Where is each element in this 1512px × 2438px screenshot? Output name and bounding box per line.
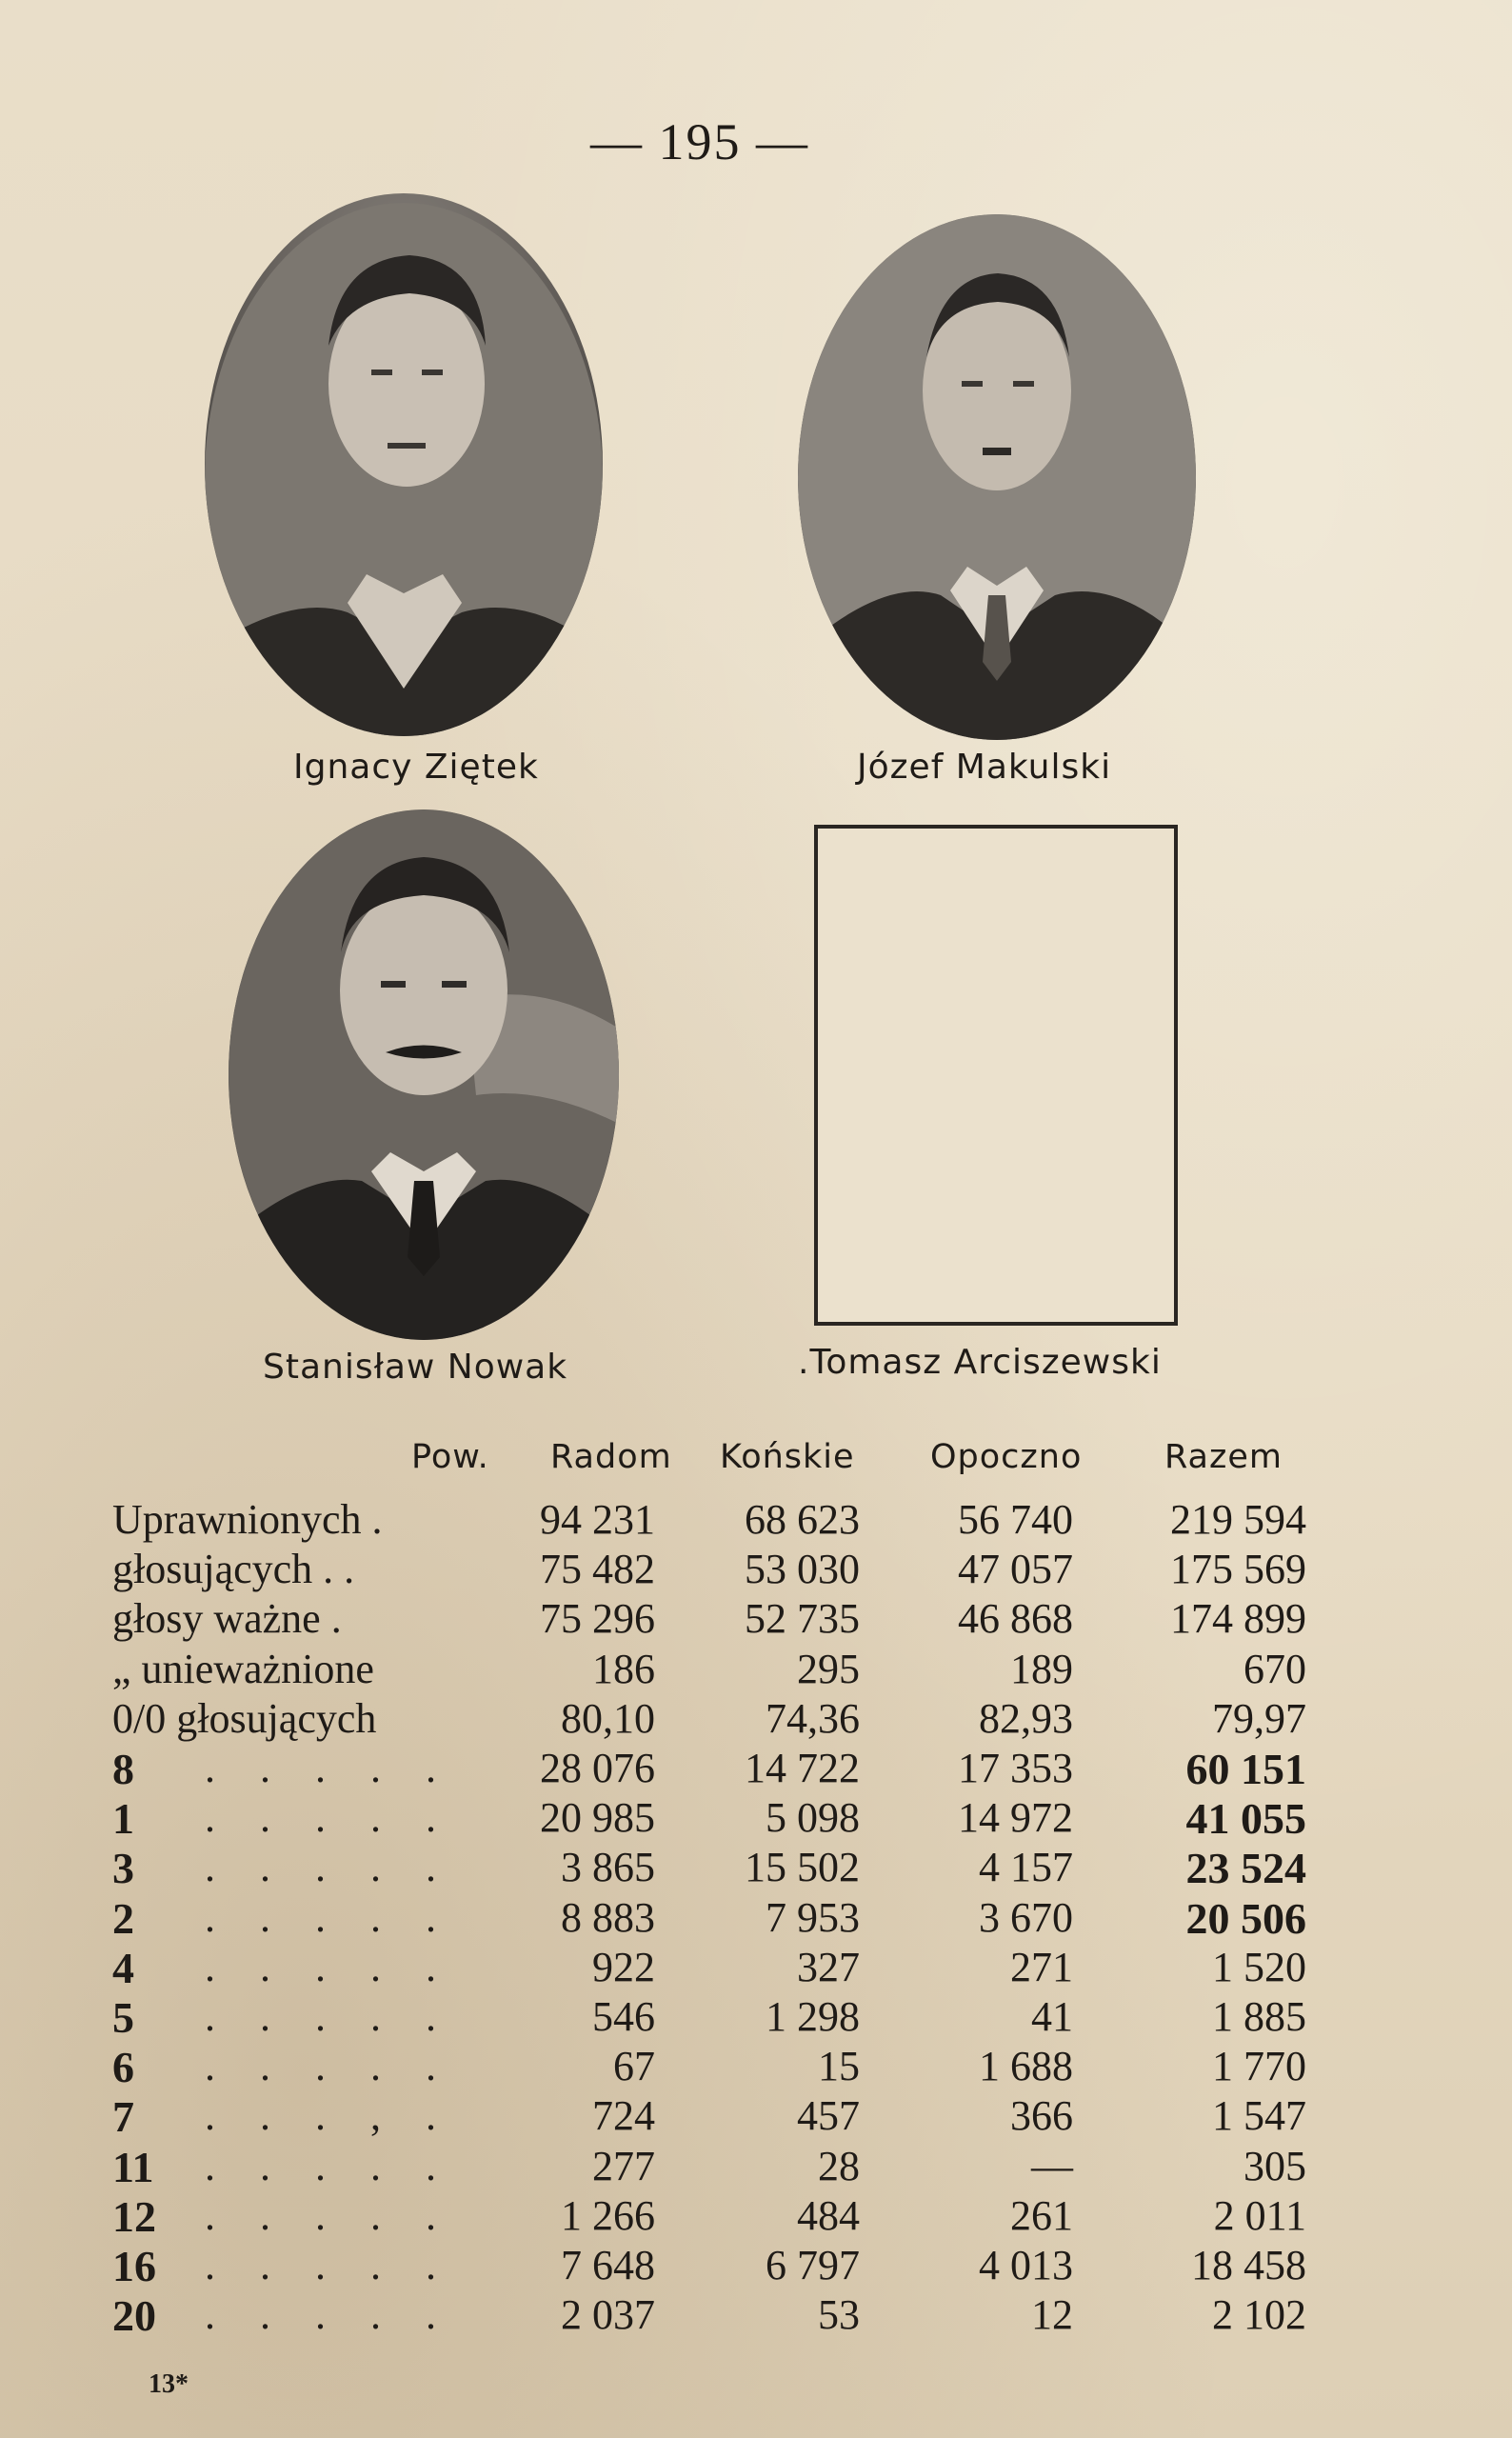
man-portrait-photo: [798, 214, 1196, 740]
row-label: 4: [112, 1943, 134, 1992]
table-row: [0, 1545, 1512, 1594]
portrait-caption: .Tomasz Arciszewski: [798, 1343, 1162, 1382]
page-number: — 195 —: [590, 113, 809, 170]
row-label: 12: [112, 2191, 156, 2241]
table-cell: 277: [592, 2142, 655, 2189]
portrait-caption: Ignacy Ziętek: [293, 748, 539, 787]
table-cell: 41 055: [1185, 1794, 1306, 1844]
table-cell: 1 298: [766, 1993, 860, 2040]
table-cell: 14 972: [958, 1794, 1073, 1842]
table-cell: 484: [797, 2191, 860, 2239]
row-label: 20: [112, 2291, 156, 2341]
table-cell: —: [1031, 2142, 1073, 2189]
table-row: [0, 1943, 1512, 1992]
table-cell: 75 296: [540, 1595, 655, 1643]
row-label: 11: [112, 2142, 154, 2191]
row-label: 6: [112, 2043, 134, 2092]
table-cell: 174 899: [1170, 1595, 1306, 1643]
row-label: „ unieważnione: [112, 1645, 374, 1692]
table-cell: 20 506: [1185, 1893, 1306, 1943]
table-cell: 295: [797, 1645, 860, 1692]
table-cell: 1 770: [1212, 2043, 1306, 2090]
table-cell: 546: [592, 1993, 655, 2040]
leader-dots: . . . . .: [205, 2043, 453, 2090]
table-row: [0, 1893, 1512, 1943]
table-cell: 14 722: [745, 1745, 860, 1791]
table-cell: 457: [797, 2092, 860, 2140]
leader-dots: . . . . .: [205, 1844, 453, 1891]
table-row: [0, 1793, 1512, 1843]
table-header-radom: Radom: [550, 1438, 672, 1476]
table-cell: 189: [1010, 1645, 1073, 1692]
table-cell: 41: [1031, 1993, 1073, 2040]
leader-dots: . . . . .: [205, 2142, 453, 2189]
table-cell: 305: [1243, 2142, 1306, 2189]
table-row: [0, 1645, 1512, 1694]
row-label: 0/0 głosujących: [112, 1694, 377, 1742]
table-cell: 670: [1243, 1645, 1306, 1692]
table-row: [0, 2142, 1512, 2191]
table-row: [0, 1694, 1512, 1744]
table-header-pow: Pow.: [411, 1438, 489, 1476]
table-row: [0, 1992, 1512, 2042]
portrait-ignacy-zietek: [205, 193, 603, 736]
table-cell: 1 547: [1212, 2092, 1306, 2140]
table-cell: 12: [1031, 2291, 1073, 2339]
row-label: Uprawnionych .: [112, 1496, 383, 1543]
table-cell: 28: [818, 2142, 860, 2189]
table-cell: 46 868: [958, 1595, 1073, 1643]
table-cell: 75 482: [540, 1546, 655, 1593]
table-cell: 18 458: [1191, 2242, 1306, 2288]
table-cell: 47 057: [958, 1546, 1073, 1593]
leader-dots: . . . . .: [205, 1993, 453, 2040]
leader-dots: . . . . .: [205, 1943, 453, 1990]
table-cell: 1 688: [979, 2043, 1073, 2090]
table-cell: 23 524: [1185, 1844, 1306, 1893]
row-label: 3: [112, 1844, 134, 1893]
table-cell: 724: [592, 2092, 655, 2140]
table-cell: 327: [797, 1943, 860, 1990]
table-cell: 20 985: [540, 1794, 655, 1842]
table-cell: 15 502: [745, 1844, 860, 1891]
row-label: głosujących . .: [112, 1546, 355, 1593]
table-cell: 74,36: [766, 1694, 860, 1742]
row-label: 5: [112, 1993, 134, 2042]
table-cell: 2 011: [1213, 2191, 1306, 2239]
portrait-jozef-makulski: [798, 214, 1196, 740]
row-label: 1: [112, 1794, 134, 1844]
table-row: [0, 2241, 1512, 2290]
signature-mark: 13*: [149, 2369, 189, 2399]
table-cell: 366: [1010, 2092, 1073, 2140]
leader-dots: . . . , .: [205, 2092, 453, 2140]
leader-dots: . . . . .: [205, 1745, 453, 1791]
table-cell: 60 151: [1185, 1745, 1306, 1793]
table-cell: 186: [592, 1645, 655, 1692]
leader-dots: . . . . .: [205, 2291, 453, 2339]
man-portrait-photo: [205, 193, 603, 736]
table-cell: 82,93: [979, 1694, 1073, 1742]
table-cell: 79,97: [1212, 1694, 1306, 1742]
table-row: [0, 2290, 1512, 2340]
table-row: [0, 1495, 1512, 1545]
leader-dots: . . . . .: [205, 1893, 453, 1941]
portrait-caption: Józef Makulski: [857, 748, 1112, 787]
table-cell: 52 735: [745, 1595, 860, 1643]
table-cell: 219 594: [1170, 1496, 1306, 1543]
table-cell: 53 030: [745, 1546, 860, 1593]
row-label: 2: [112, 1893, 134, 1943]
table-cell: 17 353: [958, 1745, 1073, 1791]
table-cell: 6 797: [766, 2242, 860, 2288]
table-cell: 67: [613, 2043, 655, 2090]
table-cell: 7 953: [766, 1893, 860, 1941]
table-cell: 271: [1010, 1943, 1073, 1990]
table-cell: 922: [592, 1943, 655, 1990]
table-cell: 261: [1010, 2191, 1073, 2239]
table-row: [0, 2091, 1512, 2141]
table-row: [0, 2191, 1512, 2241]
table-cell: 2 102: [1212, 2291, 1306, 2339]
row-label: 16: [112, 2242, 156, 2290]
row-label: głosy ważne .: [112, 1595, 342, 1643]
table-cell: 28 076: [540, 1745, 655, 1791]
empty-portrait-frame: [814, 825, 1178, 1326]
row-label: 7: [112, 2092, 134, 2142]
table-cell: 2 037: [561, 2291, 655, 2339]
table-header-razem: Razem: [1164, 1438, 1283, 1476]
table-cell: 175 569: [1170, 1546, 1306, 1593]
table-cell: 5 098: [766, 1794, 860, 1842]
table-cell: 56 740: [958, 1496, 1073, 1543]
table-cell: 94 231: [540, 1496, 655, 1543]
portrait-caption: Stanisław Nowak: [263, 1348, 568, 1387]
table-cell: 4 157: [979, 1844, 1073, 1891]
table-cell: 4 013: [979, 2242, 1073, 2288]
table-header-opoczno: Opoczno: [930, 1438, 1083, 1476]
leader-dots: . . . . .: [205, 2242, 453, 2288]
table-cell: 3 865: [561, 1844, 655, 1891]
table-cell: 1 520: [1212, 1943, 1306, 1990]
table-cell: 15: [818, 2043, 860, 2090]
leader-dots: . . . . .: [205, 1794, 453, 1842]
table-cell: 8 883: [561, 1893, 655, 1941]
table-row: [0, 1843, 1512, 1892]
table-cell: 1 266: [561, 2191, 655, 2239]
table-cell: 7 648: [561, 2242, 655, 2288]
table-row: [0, 1594, 1512, 1644]
row-label: 8: [112, 1745, 134, 1793]
table-cell: 3 670: [979, 1893, 1073, 1941]
table-header-konskie: Końskie: [720, 1438, 855, 1476]
table-cell: 53: [818, 2291, 860, 2339]
table-cell: 1 885: [1212, 1993, 1306, 2040]
table-cell: 80,10: [561, 1694, 655, 1742]
man-portrait-photo: [229, 809, 619, 1340]
portrait-stanislaw-nowak: [229, 809, 619, 1340]
table-cell: 68 623: [745, 1496, 860, 1543]
table-row: [0, 2042, 1512, 2091]
leader-dots: . . . . .: [205, 2191, 453, 2239]
table-row: [0, 1744, 1512, 1793]
